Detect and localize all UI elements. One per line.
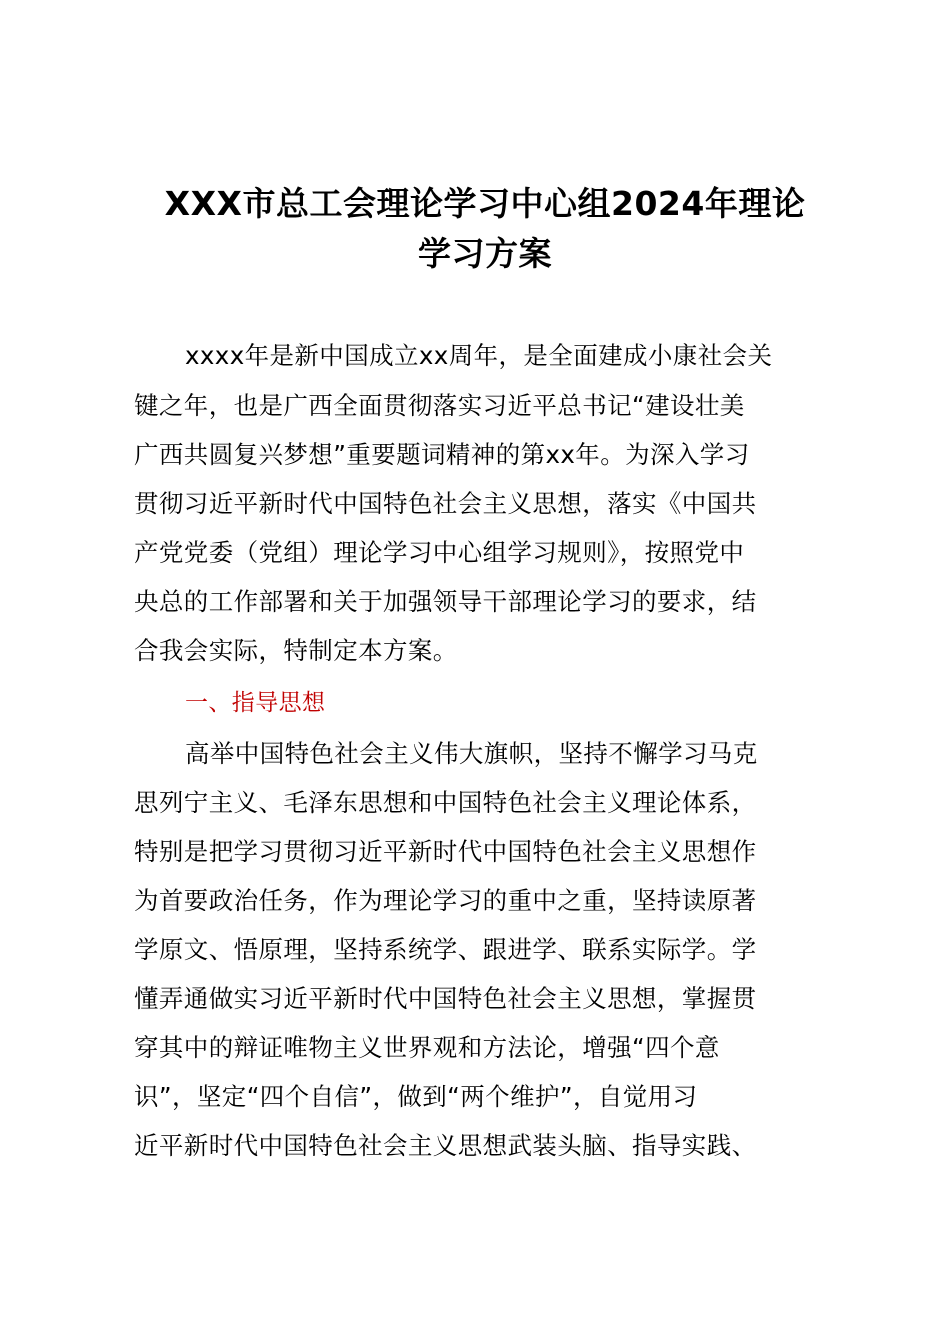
section1-line-7: 穿其中的辩证唯物主义世界观和方法论，增强“四个意 <box>134 1033 720 1062</box>
section1-line-4: 为首要政治任务，作为理论学习的重中之重，坚持读原著 <box>134 886 757 915</box>
section1-line-1: 高举中国特色社会主义伟大旗帜，坚持不懈学习马克 <box>185 739 758 768</box>
section1-line-5: 学原文、悟原理，坚持系统学、跟进学、联系实际学。学 <box>134 935 757 964</box>
intro-line-3: 广西共圆复兴梦想”重要题词精神的第xx年。为深入学习 <box>134 440 750 469</box>
section1-line-9: 近平新时代中国特色社会主义思想武装头脑、指导实践、 <box>134 1131 757 1160</box>
intro-line-6: 央总的工作部署和关于加强领导干部理论学习的要求，结 <box>134 587 757 616</box>
intro-line-2: 键之年，也是广西全面贯彻落实习近平总书记“建设壮美 <box>134 391 745 420</box>
document-title-line-2: 学习方案 <box>418 234 552 273</box>
document-title-line-1: XXX市总工会理论学习中心组2024年理论 <box>164 184 806 223</box>
intro-line-5: 产党党委（党组）理论学习中心组学习规则》，按照党中 <box>134 538 745 567</box>
section1-line-2: 思列宁主义、毛泽东思想和中国特色社会主义理论体系， <box>134 788 757 817</box>
intro-line-1: xxxx年是新中国成立xx周年，是全面建成小康社会关 <box>185 341 773 370</box>
section1-line-3: 特别是把学习贯彻习近平新时代中国特色社会主义思想作 <box>134 837 757 866</box>
intro-line-4: 贯彻习近平新时代中国特色社会主义思想，落实《中国共 <box>134 489 757 518</box>
section1-line-6: 懂弄通做实习近平新时代中国特色社会主义思想，掌握贯 <box>134 984 757 1013</box>
intro-line-7: 合我会实际，特制定本方案。 <box>134 636 458 665</box>
section1-line-8: 识”，坚定“四个自信”，做到“两个维护”，自觉用习 <box>134 1082 698 1111</box>
section-heading-guiding-ideology: 一、指导思想 <box>185 690 326 716</box>
